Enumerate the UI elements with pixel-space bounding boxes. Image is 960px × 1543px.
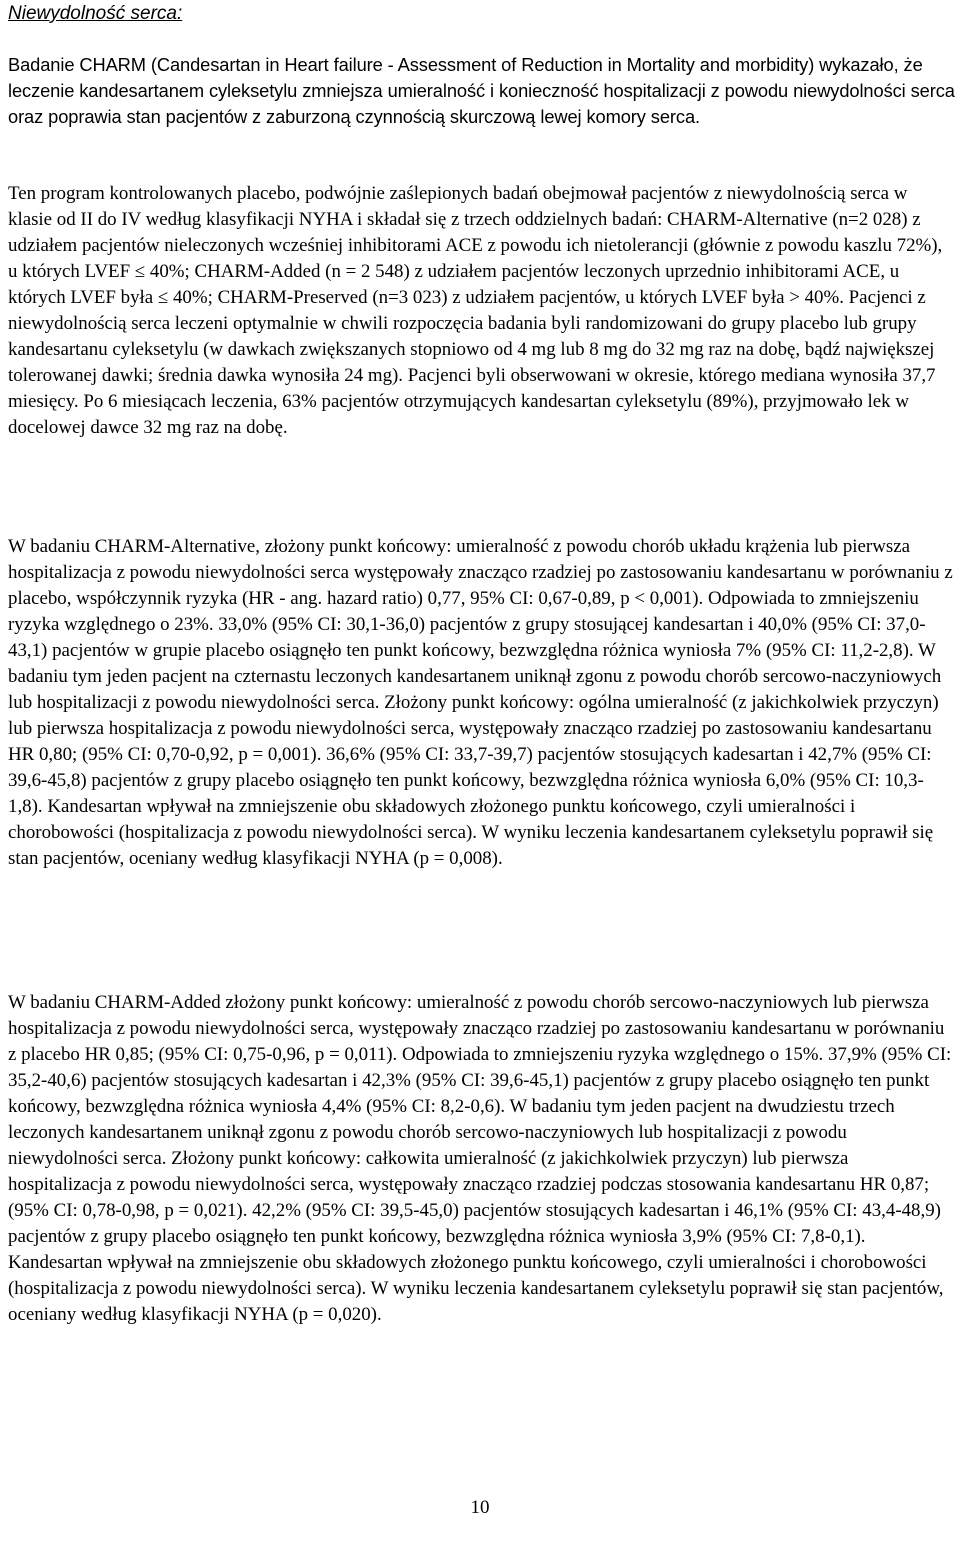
paragraph-charm-intro: Badanie CHARM (Candesartan in Heart failure - Assessment of Reduction in Mortality and morbidity) wykazało, że leczenie kandesartanem cyleksetylu zmniejsza umieralność i konieczność hospitalizacji z powodu niewydolności serca oraz poprawia stan pacjentów z zaburzoną czynnością skurczową lewej komory serca. [8, 54, 955, 127]
paragraph-charm-program: Ten program kontrolowanych placebo, podwójnie zaślepionych badań obejmował pacjentów z niewydolnością serca w klasie od II do IV według klasyfikacji NYHA i składał się z trzech oddzielnych badań: CHARM-Alternative (n=2 028) z udziałem pacjentów nieleczonych wcześniej inhibitorami ACE z powodu ich nietolerancji (głównie z powodu kaszlu 72%), u których LVEF ≤ 40%; CHARM-Added (n = 2 548) z udziałem pacjentów leczonych uprzednio inhibitorami ACE, u których LVEF była ≤ 40%; CHARM-Preserved (n=3 023) z udziałem pacjentów, u których LVEF była > 40%. Pacjenci z niewydolnością serca leczeni optymalnie w chwili rozpoczęcia badania byli randomizowani do grupy placebo lub grupy kandesartanu cyleksetylu (w dawkach zwiększanych stopniowo od 4 mg lub 8 mg do 32 mg raz na dobę, bądź największej tolerowanej dawki; średnia dawka wynosiła 24 mg). Pacjenci byli obserwowani w okresie, którego mediana wynosiła 37,7 miesięcy. Po 6 miesiącach leczenia, 63% pacjentów otrzymujących kandesartan cyleksetylu (89%), przyjmowało lek w docelowej dawce 32 mg raz na dobę. [8, 183, 943, 438]
section-heading: Niewydolność serca: [8, 3, 183, 24]
paragraph-charm-alternative: W badaniu CHARM-Alternative, złożony punkt końcowy: umieralność z powodu chorób układu krążenia lub pierwsza hospitalizacja z powodu niewydolności serca występowały znacząco rzadziej po zastosowaniu kandesartanu w porównaniu z placebo, współczynnik ryzyka (HR - ang. hazard ratio) 0,77, 95% CI: 0,67-0,89, p < 0,001). Odpowiada to zmniejszeniu ryzyka względnego o 23%. 33,0% (95% CI: 30,1-36,0) pacjentów z grupy stosującej kandesartan i 40,0% (95% CI: 37,0-43,1) pacjentów w grupie placebo osiągnęło ten punkt końcowy, bezwzględna różnica wyniosła 7% (95% CI: 11,2-2,8). W badaniu tym jeden pacjent na czternastu leczonych kandesartanem uniknął zgonu z powodu chorób sercowo-naczyniowych lub hospitalizacji z powodu niewydolności serca. Złożony punkt końcowy: ogólna umieralność (z jakichkolwiek przyczyn) lub pierwsza hospitalizacja z powodu niewydolności serca, występowały znacząco rzadziej po zastosowaniu kandesartanu HR 0,80; (95% CI: 0,70-0,92, p = 0,001). 36,6% (95% CI: 33,7-39,7) pacjentów stosujących kadesartan i 42,7% (95% CI: 39,6-45,8) pacjentów z grupy placebo osiągnęło ten punkt końcowy, bezwzględna różnica wyniosła 6,0% (95% CI: 10,3-1,8). Kandesartan wpływał na zmniejszenie obu składowych złożonego punktu końcowego, czyli umieralności i chorobowości (hospitalizacja z powodu niewydolności serca). W wyniku leczenia kandesartanem cyleksetylu poprawił się stan pacjentów, oceniany według klasyfikacji NYHA (p = 0,008). [8, 536, 953, 869]
paragraph-charm-added: W badaniu CHARM-Added złożony punkt końcowy: umieralność z powodu chorób sercowo-naczyniowych lub pierwsza hospitalizacja z powodu niewydolności serca, występowały znacząco rzadziej po zastosowaniu kandesartanu w porównaniu z placebo HR 0,85; (95% CI: 0,75-0,96, p = 0,011). Odpowiada to zmniejszeniu ryzyka względnego o 15%. 37,9% (95% CI: 35,2-40,6) pacjentów stosujących kadesartan i 42,3% (95% CI: 39,6-45,1) pacjentów z grupy placebo osiągnęło ten punkt końcowy, bezwzględna różnica wyniosła 4,4% (95% CI: 8,2-0,6). W badaniu tym jeden pacjent na dwudziestu trzech leczonych kandesartanem uniknął zgonu z powodu chorób sercowo-naczyniowych lub hospitalizacji z powodu niewydolności serca. Złożony punkt końcowy: całkowita umieralność (z jakichkolwiek przyczyn) lub pierwsza hospitalizacja z powodu niewydolności serca, występowały znacząco rzadziej podczas stosowania kandesartanu HR 0,87; (95% CI: 0,78-0,98, p = 0,021). 42,2% (95% CI: 39,5-45,0) pacjentów stosujących kadesartan i 46,1% (95% CI: 43,4-48,9) pacjentów z grupy placebo osiągnęło ten punkt końcowy, bezwzględna różnica wyniosła 3,9% (95% CI: 7,8-0,1). Kandesartan wpływał na zmniejszenie obu składowych złożonego punktu końcowego, czyli umieralności i chorobowości (hospitalizacja z powodu niewydolności serca). W wyniku leczenia kandesartanem cyleksetylu poprawił się stan pacjentów, oceniany według klasyfikacji NYHA (p = 0,020). [8, 992, 952, 1325]
page-number: 10 [470, 1497, 490, 1518]
